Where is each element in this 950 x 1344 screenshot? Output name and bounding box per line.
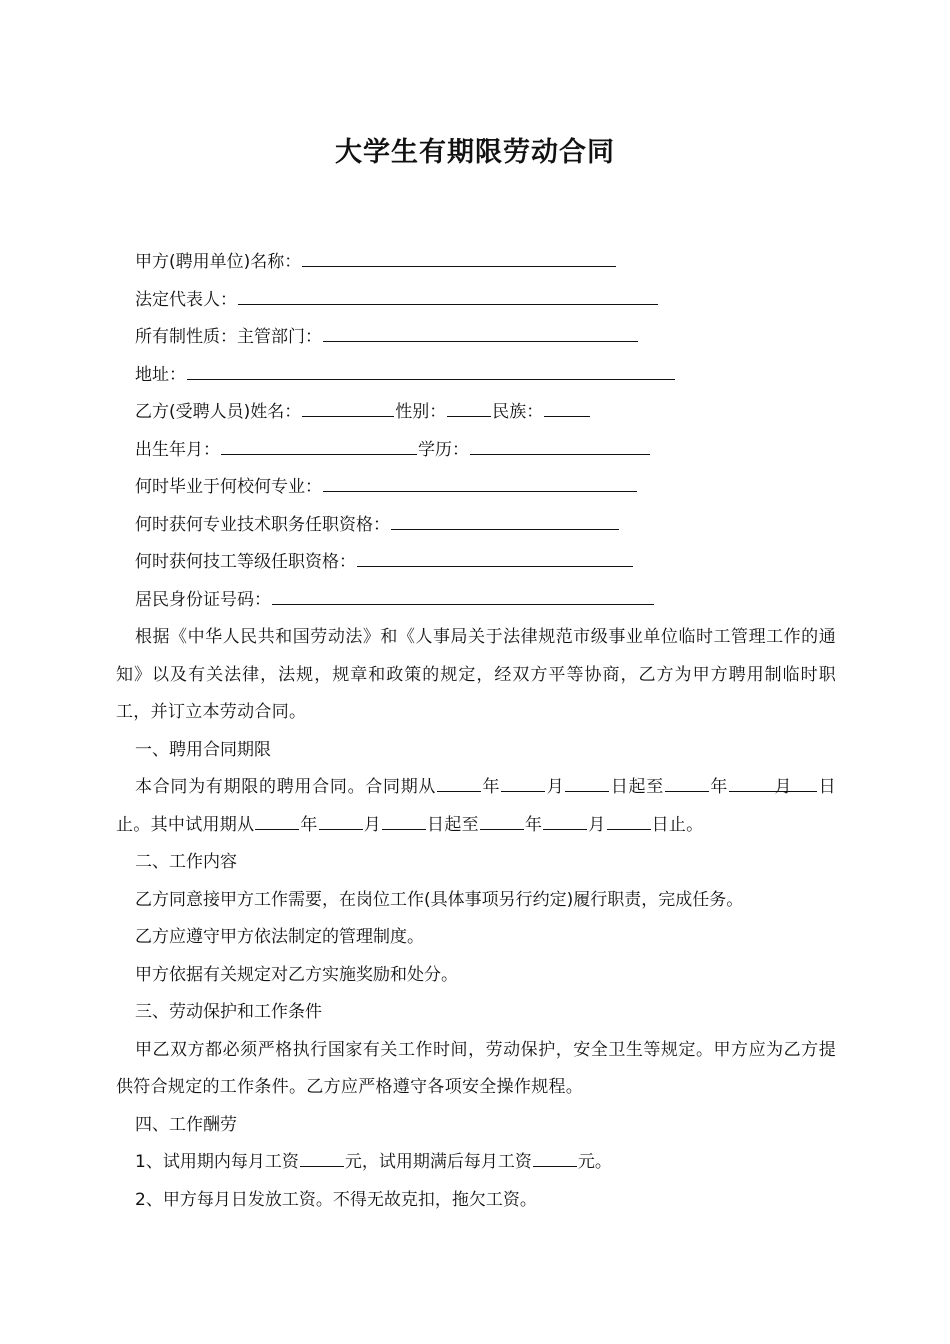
intro-paragraph: 根据《中华人民共和国劳动法》和《人事局关于法律规范市级事业单位临时工管理工作的通知》以及有关法律，法规，规章和政策的规定，经双方平等协商，乙方为甲方聘用制临时职工，并订立本劳动合同。 — [116, 627, 836, 722]
document-title: 大学生有期限劳动合同 — [335, 137, 615, 168]
field-label: 所有制性质：主管部门： — [135, 327, 322, 347]
fill-blank — [470, 434, 650, 455]
section-heading: 四、工作酬劳 — [135, 1114, 237, 1135]
paragraph: 乙方应遵守甲方依法制定的管理制度。 — [135, 927, 424, 947]
field-label: 何时获何专业技术职务任职资格： — [135, 514, 390, 535]
field-employer — [116, 244, 836, 282]
salary-item-2: 2、甲方每月日发放工资。不得无故克扣，拖欠工资。 — [135, 1189, 537, 1210]
fill-blank — [187, 359, 675, 380]
paragraph: 甲方依据有关规定对乙方实施奖励和处分。 — [135, 964, 458, 985]
fill-blank — [272, 584, 654, 605]
paragraph: 乙方同意接甲方工作需要，在岗位工作(具体事项另行约定)履行职责，完成任务。 — [135, 889, 744, 910]
field-label: 民族： — [492, 402, 544, 422]
fill-blank — [447, 396, 491, 417]
field-label: 甲方(聘用单位)名称： — [135, 252, 302, 272]
field-address — [116, 357, 836, 395]
field-legal-rep — [116, 282, 836, 320]
paragraph: 甲乙双方都必须严格执行国家有关工作时间，劳动保护，安全卫生等规定。甲方应为乙方提供符合规定的工作条件。乙方应严格遵守各项安全操作规程。 — [116, 1039, 836, 1097]
field-skill-level — [116, 544, 836, 582]
field-label: 出生年月： — [135, 439, 220, 460]
fill-blank — [221, 434, 417, 455]
field-label: 性别： — [395, 402, 447, 422]
field-tech-title — [116, 507, 836, 545]
fill-blank — [544, 396, 590, 417]
field-label: 居民身份证号码： — [135, 589, 271, 610]
field-graduation — [116, 469, 836, 507]
document-body — [116, 244, 836, 1219]
field-label: 法定代表人： — [135, 289, 237, 310]
field-label: 乙方(受聘人员)姓名： — [135, 402, 302, 422]
section-heading: 二、工作内容 — [135, 852, 237, 872]
salary-item-1: 1、试用期内每月工资 元，试用期满后每月工资 元。 — [116, 1144, 836, 1182]
field-id-number — [116, 582, 836, 620]
fill-blank — [238, 284, 658, 305]
fill-blank — [323, 471, 637, 492]
section-heading: 三、劳动保护和工作条件 — [135, 1002, 322, 1022]
field-employee-info — [116, 394, 836, 432]
contract-term-paragraph: 本合同为有期限的聘用合同。合同期从 年 月 日起至 年 月 日止。其中试用期从 年 月 日起至 年 月 日止。 — [116, 769, 836, 844]
fill-blank — [391, 509, 619, 530]
field-label: 何时获何技工等级任职资格： — [135, 552, 356, 572]
fill-blank — [302, 396, 394, 417]
fill-blank — [302, 246, 616, 267]
field-ownership — [116, 319, 836, 357]
field-label: 学历： — [418, 439, 469, 460]
fill-blank — [323, 321, 638, 342]
section-heading: 一、聘用合同期限 — [135, 739, 271, 760]
field-birth-education — [116, 432, 836, 470]
field-label: 何时毕业于何校何专业： — [135, 477, 322, 497]
field-label: 地址： — [135, 364, 186, 385]
fill-blank — [357, 546, 633, 567]
